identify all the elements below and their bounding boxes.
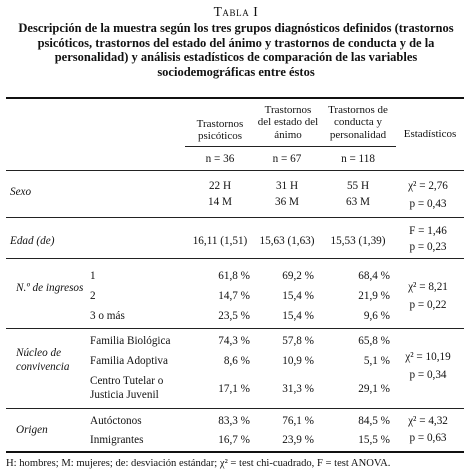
nucleo-stat1: χ² = 10,19 bbox=[405, 351, 451, 363]
ingresos-3-g1: 23,5 % bbox=[218, 310, 250, 322]
origen-1-g3: 84,5 % bbox=[358, 415, 390, 427]
ingresos-sub-2: 2 bbox=[90, 290, 96, 302]
header-g2: Trastornos del estado del ánimo bbox=[257, 104, 319, 141]
nucleo-3-g2: 31,3 % bbox=[282, 383, 314, 395]
header-g1: Trastornos psicóticos bbox=[196, 118, 244, 143]
n-g1: n = 36 bbox=[205, 153, 235, 165]
nucleo-stat2: p = 0,34 bbox=[409, 369, 447, 381]
origen-2-g1: 16,7 % bbox=[218, 434, 250, 446]
origen-2-g2: 23,9 % bbox=[282, 434, 314, 446]
origen-2-g3: 15,5 % bbox=[358, 434, 390, 446]
ingresos-2-g2: 15,4 % bbox=[282, 290, 314, 302]
nucleo-3-g3: 29,1 % bbox=[358, 383, 390, 395]
ingresos-2-g3: 21,9 % bbox=[358, 290, 390, 302]
sexo-stat2: p = 0,43 bbox=[409, 198, 447, 210]
origen-label: Origen bbox=[16, 424, 48, 436]
ingresos-2-g1: 14,7 % bbox=[218, 290, 250, 302]
origen-sub-1: Autóctonos bbox=[90, 415, 142, 427]
table-label: Tabla I bbox=[213, 4, 259, 19]
ingresos-stat1: χ² = 8,21 bbox=[408, 281, 448, 293]
nucleo-sub-2: Familia Adoptiva bbox=[90, 355, 168, 367]
origen-1-g1: 83,3 % bbox=[218, 415, 250, 427]
sexo-g3-h: 55 H bbox=[346, 180, 370, 192]
ingresos-1-g2: 69,2 % bbox=[282, 270, 314, 282]
edad-stat2: p = 0,23 bbox=[409, 241, 447, 253]
nucleo-1-g2: 57,8 % bbox=[282, 335, 314, 347]
nucleo-sub-3: Centro Tutelar o Justicia Juvenil bbox=[90, 375, 164, 401]
sexo-stat1: χ² = 2,76 bbox=[408, 180, 448, 192]
table-title: Descripción de la muestra según los tres grupos diagnósticos definidos (trastornos psicóticos, trastornos del estado del ánimo y trastornos de conducta y de la personalidad) y análisis estadísticos de comparación de las variables sociodemográficas entre éstos bbox=[18, 21, 454, 79]
nucleo-1-g3: 65,8 % bbox=[358, 335, 390, 347]
origen-stat1: χ² = 4,32 bbox=[408, 415, 448, 427]
nucleo-2-g1: 8,6 % bbox=[223, 355, 250, 367]
sexo-g1-m: 14 M bbox=[208, 196, 232, 208]
ingresos-3-g3: 9,6 % bbox=[363, 310, 390, 322]
ingresos-sub-3: 3 o más bbox=[90, 310, 125, 322]
n-row-rule bbox=[6, 170, 464, 171]
ingresos-stat2: p = 0,22 bbox=[409, 299, 447, 311]
n-g3: n = 118 bbox=[341, 153, 375, 165]
ingresos-label: N.º de ingresos bbox=[16, 282, 84, 294]
origen-sub-2: Inmigrantes bbox=[90, 434, 144, 446]
nucleo-2-g3: 5,1 % bbox=[363, 355, 390, 367]
header-rule bbox=[185, 146, 396, 147]
n-g2: n = 67 bbox=[272, 153, 302, 165]
origen-1-g2: 76,1 % bbox=[282, 415, 314, 427]
ingresos-sub-1: 1 bbox=[90, 270, 96, 282]
sexo-label: Sexo bbox=[10, 186, 32, 198]
edad-stat1: F = 1,46 bbox=[409, 225, 447, 237]
nucleo-rule bbox=[6, 408, 464, 409]
edad-g3: 15,53 (1,39) bbox=[330, 235, 386, 247]
ingresos-1-g1: 61,8 % bbox=[218, 270, 250, 282]
ingresos-1-g3: 68,4 % bbox=[358, 270, 390, 282]
nucleo-1-g1: 74,3 % bbox=[218, 335, 250, 347]
sexo-g3-m: 63 M bbox=[346, 196, 370, 208]
nucleo-label: Núcleo de convivencia bbox=[16, 347, 70, 373]
top-rule bbox=[6, 97, 464, 99]
nucleo-sub-1: Familia Biológica bbox=[90, 335, 171, 347]
ingresos-rule bbox=[6, 328, 464, 329]
sexo-g2-h: 31 H bbox=[275, 180, 299, 192]
header-g3: Trastornos de conducta y personalidad bbox=[328, 104, 388, 141]
nucleo-3-g1: 17,1 % bbox=[218, 383, 250, 395]
sexo-rule bbox=[6, 217, 464, 218]
sexo-g2-m: 36 M bbox=[275, 196, 299, 208]
sexo-g1-h: 22 H bbox=[208, 180, 232, 192]
bottom-rule bbox=[6, 451, 464, 453]
table-footnote: H: hombres; M: mujeres; de: desviación estándar; χ² = test chi-cuadrado, F = test ANOVA. bbox=[6, 458, 391, 469]
origen-stat2: p = 0,63 bbox=[409, 432, 447, 444]
edad-rule bbox=[6, 258, 464, 259]
nucleo-2-g2: 10,9 % bbox=[282, 355, 314, 367]
edad-g2: 15,63 (1,63) bbox=[259, 235, 315, 247]
edad-g1: 16,11 (1,51) bbox=[192, 235, 248, 247]
header-stats: Estadísticos bbox=[403, 128, 457, 140]
edad-label: Edad (de) bbox=[10, 235, 55, 247]
ingresos-3-g2: 15,4 % bbox=[282, 310, 314, 322]
